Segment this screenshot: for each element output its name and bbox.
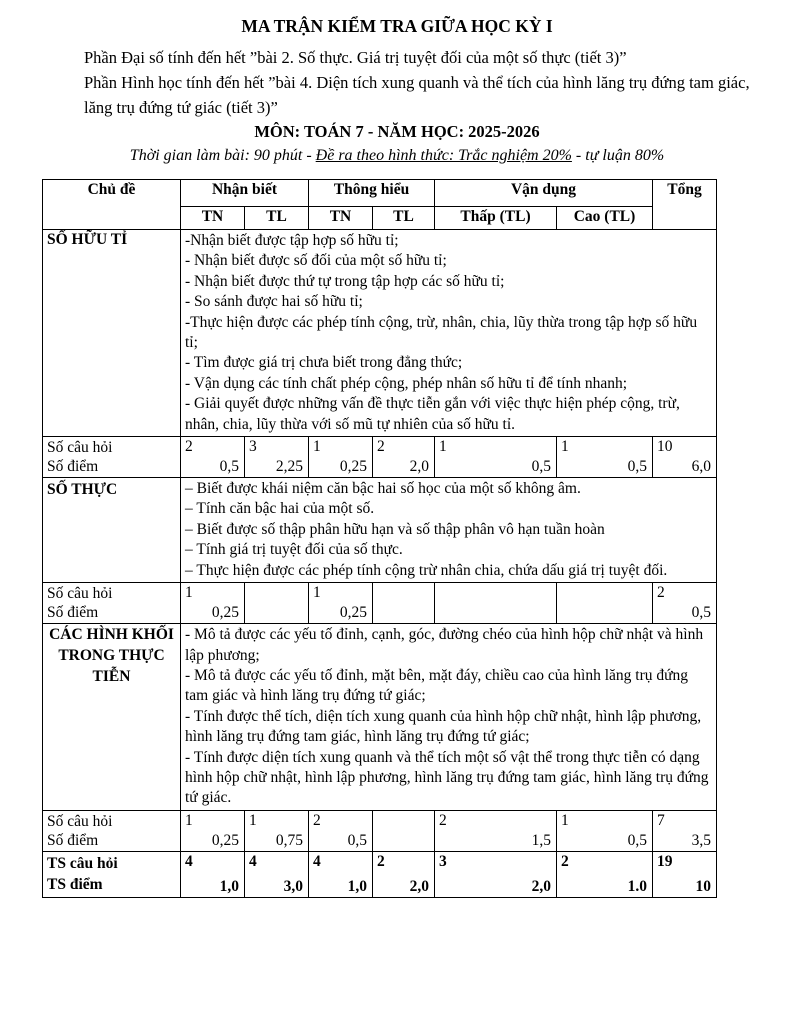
col-header-topic: Chủ đề <box>43 180 181 230</box>
stat-cell <box>653 810 717 851</box>
stat-label <box>43 437 181 478</box>
stat-count: 1 <box>249 811 257 829</box>
stat-points: 2,25 <box>275 458 303 476</box>
totals-label <box>43 851 181 897</box>
time-pre: Thời gian làm bài: 90 phút - <box>129 147 316 164</box>
section-description <box>181 478 717 583</box>
desc-line: – Thực hiện được các phép tính cộng trừ nhân chia, chứa dấu giá trị tuyệt đối. <box>185 561 668 579</box>
stat-cell <box>309 810 373 851</box>
stat-label-points: Số điểm <box>47 604 99 622</box>
stat-cell <box>557 810 653 851</box>
stat-points: 2,0 <box>409 458 430 476</box>
desc-line: - So sánh được hai số hữu tỉ; <box>185 293 363 311</box>
stat-points: 0,25 <box>339 604 367 622</box>
stat-cell <box>435 437 557 478</box>
col-header-thap-tl: Thấp (TL) <box>435 207 557 230</box>
stat-points: 0,5 <box>219 458 239 476</box>
stats-row-so-thuc <box>43 583 717 624</box>
totals-cell <box>653 851 717 897</box>
section-row-so-thuc <box>43 478 717 583</box>
stat-cell <box>435 810 557 851</box>
desc-line: -Nhận biết được tập hợp số hữu tỉ; <box>185 232 399 249</box>
stat-count: 2 <box>657 584 665 602</box>
stats-row-so-huu-ti <box>43 437 717 478</box>
stat-points: 0,5 <box>531 458 552 476</box>
desc-line: - Tìm được giá trị chưa biết trong đẳng thức; <box>185 354 463 372</box>
stat-count: 2 <box>377 438 385 456</box>
stat-points: 6,0 <box>691 458 712 476</box>
stat-points: 1.0 <box>627 877 648 895</box>
intro-line-1: Phần Đại số tính đến hết ”bài 2. Số thực. Giá trị tuyệt đối của một số thực (tiết 3)” <box>84 48 627 67</box>
desc-line: - Nhận biết được số đối của một số hữu tỉ; <box>185 252 447 270</box>
col-header-tl-1: TL <box>245 207 309 230</box>
stat-cell <box>373 583 435 624</box>
stat-count: 4 <box>185 852 193 870</box>
stat-cell <box>245 437 309 478</box>
subject-line: MÔN: TOÁN 7 - NĂM HỌC: 2025-2026 <box>254 122 540 141</box>
stat-points: 0,25 <box>211 831 239 849</box>
section-description <box>181 230 717 437</box>
stat-count: 19 <box>657 852 673 870</box>
stat-count: 1 <box>185 811 193 829</box>
stat-points: 2,0 <box>531 877 552 895</box>
stat-count: 2 <box>377 852 385 870</box>
desc-line: - Tính được diện tích xung quanh và thể tích một số vật thể trong thực tiễn có dạng hình hộp chữ nhật, hình lập phương, hình lăng trụ đứng tam giác, hình lăng trụ đứng tứ giác. <box>185 748 709 807</box>
desc-line: – Biết được số thập phân hữu hạn và số thập phân vô hạn tuần hoàn <box>185 520 605 538</box>
stat-points: 10 <box>695 877 712 895</box>
totals-cell <box>245 851 309 897</box>
totals-cell <box>435 851 557 897</box>
stat-count: 2 <box>561 852 569 870</box>
col-header-tn-2: TN <box>309 207 373 230</box>
stat-cell <box>245 810 309 851</box>
stat-points: 0,5 <box>627 458 648 476</box>
stat-count: 3 <box>249 438 257 456</box>
page-title: MA TRẬN KIỂM TRA GIỮA HỌC KỲ I <box>241 16 553 36</box>
stat-cell <box>181 437 245 478</box>
intro-line-2: Phần Hình học tính đến hết ”bài 4. Diện tích xung quanh và thể tích của hình lăng trụ đứng tam giác, lăng trụ đứng tứ giác (tiết 3)” <box>84 73 750 117</box>
stat-count: 2 <box>439 811 447 829</box>
stat-cell <box>181 810 245 851</box>
stat-cell <box>309 437 373 478</box>
stat-count: 2 <box>313 811 321 829</box>
col-header-nhan-biet: Nhận biết <box>181 180 309 207</box>
stat-points: 0,25 <box>339 458 367 476</box>
stats-row-cac-hinh-khoi <box>43 810 717 851</box>
totals-cell <box>557 851 653 897</box>
stat-count: 4 <box>313 852 321 870</box>
stat-label-questions: Số câu hỏi <box>47 439 113 457</box>
stat-label-points: Số điểm <box>47 458 99 476</box>
stat-points: 1,0 <box>347 877 367 895</box>
stat-points: 2,0 <box>409 877 430 895</box>
stat-cell <box>435 583 557 624</box>
desc-line: -Thực hiện được các phép tính cộng, trừ, nhân, chia, lũy thừa trong tập hợp số hữu tỉ; <box>185 313 698 352</box>
stat-cell <box>653 437 717 478</box>
col-header-tl-2: TL <box>373 207 435 230</box>
stat-points: 1,5 <box>531 831 552 849</box>
stat-label <box>43 810 181 851</box>
stat-cell <box>653 583 717 624</box>
desc-line: - Mô tả được các yếu tố đỉnh, mặt bên, mặt đáy, chiều cao của hình lăng trụ đứng tam giác và hình lăng trụ đứng tứ giác; <box>185 666 689 705</box>
totals-label-questions: TS câu hỏi <box>47 854 118 872</box>
col-header-cao-tl: Cao (TL) <box>557 207 653 230</box>
stat-label-questions: Số câu hỏi <box>47 812 113 830</box>
stat-count: 4 <box>249 852 257 870</box>
stat-count: 1 <box>561 438 569 456</box>
stat-cell <box>373 437 435 478</box>
stat-points: 0,5 <box>347 831 367 849</box>
section-name: SỐ HỮU TỈ <box>43 230 181 437</box>
stat-count: 10 <box>657 438 673 456</box>
stat-points: 0,5 <box>627 831 648 849</box>
desc-line: - Giải quyết được những vấn đề thực tiễn gắn với việc thực hiện phép cộng, trừ, nhân, chia, lũy thừa với số mũ tự nhiên của số hữu tỉ. <box>185 395 680 433</box>
desc-line: - Mô tả được các yếu tố đỉnh, cạnh, góc, đường chéo của hình hộp chữ nhật và hình lập phương; <box>185 626 704 664</box>
stat-count: 7 <box>657 811 665 829</box>
stat-count: 1 <box>561 811 569 829</box>
stat-cell <box>181 583 245 624</box>
section-row-cac-hinh-khoi <box>43 624 717 811</box>
section-name: SỐ THỰC <box>43 478 181 583</box>
col-header-tn-1: TN <box>181 207 245 230</box>
desc-line: – Tính căn bậc hai của một số. <box>185 500 375 518</box>
stat-label-questions: Số câu hỏi <box>47 585 113 603</box>
time-post: - tự luận 80% <box>571 147 665 164</box>
totals-cell <box>373 851 435 897</box>
col-header-tong: Tổng <box>653 180 717 230</box>
stat-label-points: Số điểm <box>47 831 99 849</box>
stat-count: 2 <box>185 438 193 456</box>
col-header-thong-hieu: Thông hiểu <box>309 180 435 207</box>
section-name: CÁC HÌNH KHỐI TRONG THỰC TIỄN <box>43 624 181 811</box>
time-underlined: Đề ra theo hình thức: Trắc nghiệm 20% <box>315 147 572 164</box>
stat-points: 3,0 <box>283 877 303 895</box>
stat-cell <box>373 810 435 851</box>
header-row-groups <box>43 180 717 207</box>
desc-line: - Nhận biết được thứ tự trong tập hợp các số hữu tỉ; <box>185 272 505 290</box>
col-header-van-dung: Vận dụng <box>435 180 653 207</box>
stat-count: 1 <box>313 438 321 456</box>
stat-points: 0,75 <box>275 831 303 849</box>
stat-cell <box>309 583 373 624</box>
totals-label-points: TS điểm <box>47 875 103 893</box>
stat-count: 1 <box>313 584 321 602</box>
totals-row <box>43 851 717 897</box>
stat-count: 3 <box>439 852 447 870</box>
stat-count: 1 <box>439 438 447 456</box>
stat-cell <box>557 583 653 624</box>
stat-count: 1 <box>185 584 193 602</box>
desc-line: – Biết được khái niệm căn bậc hai số học của một số không âm. <box>185 480 581 498</box>
section-description <box>181 624 717 811</box>
stat-points: 0,5 <box>691 604 712 622</box>
exam-matrix-table <box>42 179 717 898</box>
totals-cell <box>181 851 245 897</box>
stat-points: 0,25 <box>211 604 239 622</box>
totals-cell <box>309 851 373 897</box>
stat-points: 3,5 <box>691 831 712 849</box>
section-row-so-huu-ti <box>43 230 717 437</box>
desc-line: - Vận dụng các tính chất phép cộng, phép nhân số hữu tỉ để tính nhanh; <box>185 374 628 392</box>
stat-cell <box>557 437 653 478</box>
desc-line: – Tính giá trị tuyệt đối của số thực. <box>185 541 403 559</box>
stat-cell <box>245 583 309 624</box>
time-line <box>42 144 752 167</box>
stat-label <box>43 583 181 624</box>
desc-line: - Tính được thể tích, diện tích xung quanh của hình hộp chữ nhật, hình lập phương, hình lăng trụ đứng tam giác, hình lăng trụ đứng tứ giác; <box>185 707 702 746</box>
stat-points: 1,0 <box>219 877 239 895</box>
